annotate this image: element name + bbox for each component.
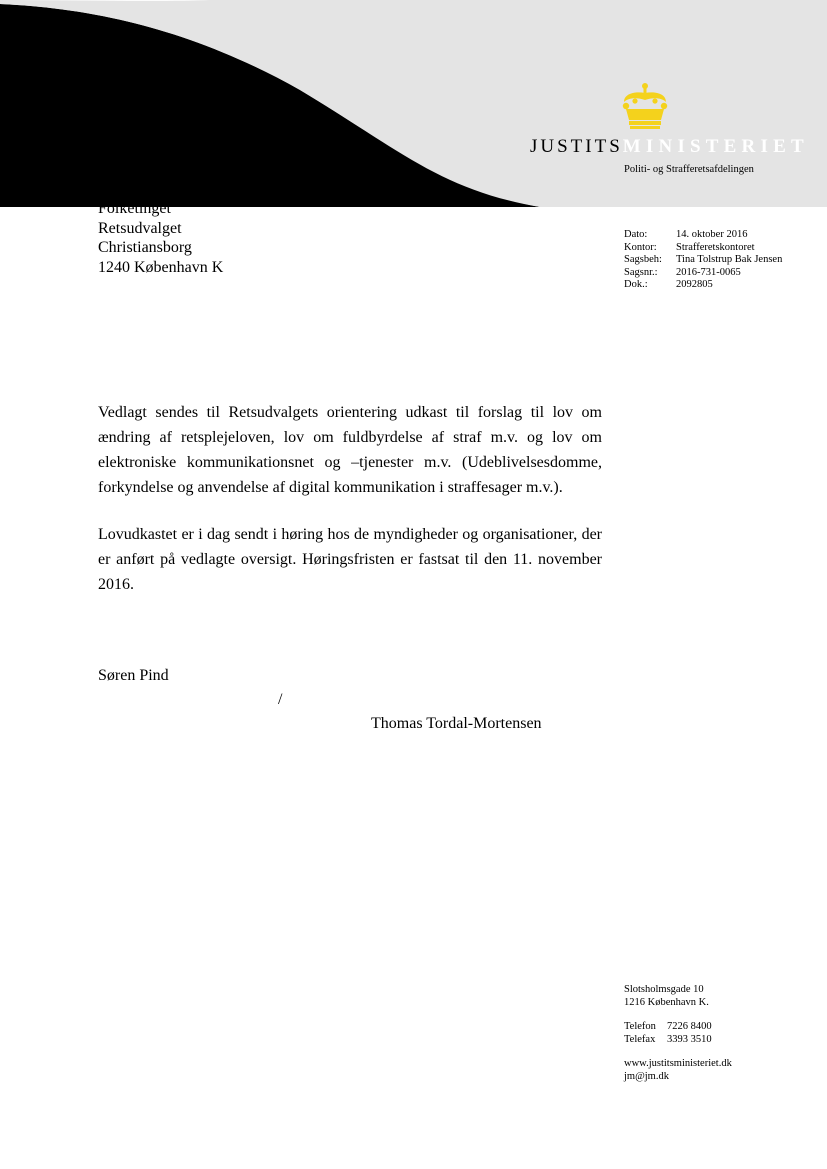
meta-label: Dok.: <box>624 279 648 291</box>
header-wave-graphic <box>0 0 827 207</box>
ministry-logo-wordmark <box>530 137 809 156</box>
fax-row <box>624 1034 732 1047</box>
footer-address <box>624 984 732 1009</box>
phone-row <box>624 1021 732 1034</box>
meta-label: Sagsnr.: <box>624 266 658 278</box>
meta-label: Dato: <box>624 229 648 240</box>
meta-label: Kontor: <box>624 241 657 253</box>
meta-row-office <box>624 242 782 255</box>
case-metadata <box>624 229 782 292</box>
footer-phones <box>624 1021 732 1046</box>
phone-label: Telefon <box>624 1021 656 1033</box>
fax-number: 3393 3510 <box>667 1033 712 1045</box>
meta-value: 14. oktober 2016 <box>676 229 748 240</box>
meta-label: Sagsbeh: <box>624 254 662 266</box>
phone-number: 7226 8400 <box>667 1021 712 1033</box>
recipient-line: Folketinget <box>98 200 171 217</box>
meta-value: 2016-731-0065 <box>676 266 741 278</box>
address-line: 1216 København K. <box>624 996 709 1008</box>
meta-value: Strafferetskontoret <box>676 241 755 253</box>
recipient-line: Christiansborg <box>98 239 192 256</box>
footer-web <box>624 1058 732 1083</box>
fax-label: Telefax <box>624 1033 656 1045</box>
recipient-line: Retsudvalget <box>98 219 182 237</box>
email-link[interactable]: jm@jm.dk <box>624 1070 669 1082</box>
body-paragraph-2: Lovudkastet er i dag sendt i høring hos de myndigheder og organisationer, der er anført på vedlagte oversigt. Høringsfristen er fastsat til den 11. november 2016. <box>98 526 602 593</box>
address-line: Slotsholmsgade 10 <box>624 984 704 995</box>
crown-icon <box>618 82 672 130</box>
logo-word-ministeriet: MINISTERIET <box>622 136 809 157</box>
logo-word-justits: JUSTITS <box>530 136 623 157</box>
website-link[interactable]: www.justitsministeriet.dk <box>624 1058 732 1070</box>
signature-slash: / <box>278 691 283 708</box>
letter-body <box>98 400 602 619</box>
recipient-line: 1240 København K <box>98 258 224 276</box>
meta-row-case-number <box>624 267 782 280</box>
meta-row-document <box>624 279 782 292</box>
meta-value: Tina Tolstrup Bak Jensen <box>676 254 783 266</box>
signature-name-1: Søren Pind <box>98 667 169 684</box>
meta-row-date <box>624 229 782 242</box>
recipient-address <box>98 199 223 277</box>
department-name: Politi- og Strafferetsafdelingen <box>624 164 754 175</box>
meta-value: 2092805 <box>676 279 713 291</box>
signature-name-2: Thomas Tordal-Mortensen <box>371 715 542 732</box>
body-paragraph-1: Vedlagt sendes til Retsudvalgets orientering udkast til forslag til lov om ændring af retsplejeloven, lov om fuldbyrdelse af straf m.v. og lov om elektroniske kommunikationsnet og –tjenester m.v. (Udeblivelsesdomme, forkyndelse og anvendelse af digital kommunikation i straffesager m.v.). <box>98 404 602 496</box>
footer-contact <box>624 984 732 1084</box>
meta-row-handler <box>624 254 782 267</box>
